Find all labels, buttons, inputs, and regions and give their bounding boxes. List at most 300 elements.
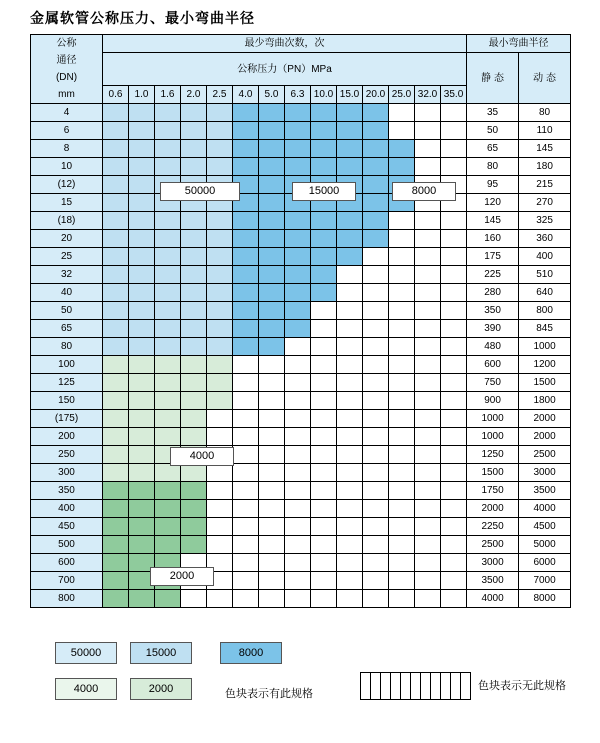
- spec-cell: [259, 590, 285, 608]
- spec-cell: [337, 230, 363, 248]
- spec-cell: [155, 428, 181, 446]
- spec-cell: [155, 464, 181, 482]
- spec-cell: [181, 518, 207, 536]
- table-row: [31, 122, 571, 140]
- spec-cell: [389, 266, 415, 284]
- overlay-value-label: 2000: [150, 567, 214, 586]
- dn-cell: 20: [31, 230, 103, 248]
- spec-cell: [389, 428, 415, 446]
- overlay-value-label: 8000: [392, 182, 456, 201]
- spec-cell: [337, 554, 363, 572]
- legend-swatch: 15000: [130, 642, 192, 664]
- dn-cell: 10: [31, 158, 103, 176]
- spec-cell: [363, 482, 389, 500]
- radius-dynamic-cell: 180: [519, 158, 571, 176]
- radius-static-cell: 50: [467, 122, 519, 140]
- spec-cell: [129, 158, 155, 176]
- table-row: [31, 248, 571, 266]
- table-body: [31, 104, 571, 608]
- spec-cell: [337, 482, 363, 500]
- spec-cell: [337, 590, 363, 608]
- spec-cell: [363, 590, 389, 608]
- spec-cell: [441, 320, 467, 338]
- spec-cell: [441, 284, 467, 302]
- spec-cell: [155, 230, 181, 248]
- spec-cell: [389, 104, 415, 122]
- spec-cell: [129, 302, 155, 320]
- spec-cell: [259, 320, 285, 338]
- spec-cell: [337, 266, 363, 284]
- spec-cell: [259, 140, 285, 158]
- table-row: [31, 158, 571, 176]
- spec-cell: [311, 500, 337, 518]
- spec-cell: [441, 572, 467, 590]
- spec-cell: [441, 338, 467, 356]
- spec-cell: [415, 518, 441, 536]
- pn-value-header: 6.3: [285, 86, 311, 104]
- radius-static-cell: 1500: [467, 464, 519, 482]
- spec-cell: [259, 482, 285, 500]
- spec-cell: [207, 266, 233, 284]
- spec-cell: [389, 212, 415, 230]
- spec-cell: [415, 158, 441, 176]
- spec-cell: [207, 428, 233, 446]
- spec-cell: [311, 248, 337, 266]
- spec-cell: [259, 122, 285, 140]
- radius-static-cell: 175: [467, 248, 519, 266]
- spec-cell: [285, 392, 311, 410]
- spec-cell: [389, 482, 415, 500]
- spec-cell: [389, 302, 415, 320]
- radius-static-cell: 1000: [467, 410, 519, 428]
- radius-dynamic-cell: 510: [519, 266, 571, 284]
- spec-cell: [285, 338, 311, 356]
- radius-static-cell: 3000: [467, 554, 519, 572]
- spec-cell: [415, 320, 441, 338]
- spec-cell: [155, 158, 181, 176]
- spec-cell: [337, 302, 363, 320]
- spec-cell: [311, 374, 337, 392]
- spec-cell: [389, 158, 415, 176]
- spec-cell: [415, 302, 441, 320]
- spec-cell: [337, 104, 363, 122]
- radius-dynamic-cell: 4500: [519, 518, 571, 536]
- spec-cell: [155, 338, 181, 356]
- legend-stripe-cell: [421, 673, 431, 700]
- pn-value-header: 2.5: [207, 86, 233, 104]
- spec-cell: [103, 446, 129, 464]
- spec-cell: [441, 374, 467, 392]
- spec-cell: [207, 158, 233, 176]
- spec-cell: [415, 428, 441, 446]
- spec-cell: [103, 410, 129, 428]
- header-row-2: [31, 53, 571, 86]
- radius-static-cell: 600: [467, 356, 519, 374]
- spec-cell: [311, 446, 337, 464]
- radius-dynamic-cell: 360: [519, 230, 571, 248]
- pn-value-header: 35.0: [441, 86, 467, 104]
- spec-cell: [363, 572, 389, 590]
- spec-cell: [155, 482, 181, 500]
- spec-cell: [103, 464, 129, 482]
- spec-cell: [441, 356, 467, 374]
- spec-cell: [389, 230, 415, 248]
- spec-cell: [363, 266, 389, 284]
- radius-static-cell: 1250: [467, 446, 519, 464]
- spec-cell: [285, 158, 311, 176]
- spec-cell: [285, 446, 311, 464]
- spec-cell: [129, 104, 155, 122]
- dn-cell: 400: [31, 500, 103, 518]
- radius-dynamic-cell: 5000: [519, 536, 571, 554]
- spec-cell: [129, 266, 155, 284]
- spec-cell: [311, 554, 337, 572]
- spec-cell: [337, 572, 363, 590]
- spec-cell: [259, 176, 285, 194]
- spec-cell: [181, 140, 207, 158]
- spec-cell: [259, 374, 285, 392]
- legend-stripe-cell: [371, 673, 381, 700]
- spec-cell: [441, 536, 467, 554]
- legend-stripe-cell: [391, 673, 401, 700]
- spec-cell: [363, 428, 389, 446]
- spec-cell: [415, 464, 441, 482]
- spec-cell: [103, 320, 129, 338]
- spec-cell: [415, 482, 441, 500]
- spec-cell: [285, 302, 311, 320]
- radius-dynamic-cell: 270: [519, 194, 571, 212]
- spec-cell: [155, 266, 181, 284]
- dn-cell: 300: [31, 464, 103, 482]
- spec-cell: [285, 536, 311, 554]
- spec-cell: [233, 212, 259, 230]
- spec-cell: [155, 320, 181, 338]
- spec-cell: [389, 536, 415, 554]
- spec-cell: [103, 374, 129, 392]
- spec-cell: [233, 248, 259, 266]
- spec-cell: [415, 230, 441, 248]
- spec-cell: [181, 122, 207, 140]
- spec-cell: [311, 140, 337, 158]
- spec-cell: [389, 410, 415, 428]
- dn-header-line-4: mm: [58, 89, 75, 100]
- dn-cell: 65: [31, 320, 103, 338]
- spec-cell: [129, 536, 155, 554]
- spec-cell: [337, 392, 363, 410]
- spec-cell: [233, 302, 259, 320]
- spec-cell: [207, 500, 233, 518]
- table-row: [31, 266, 571, 284]
- radius-static-cell: 35: [467, 104, 519, 122]
- radius-dynamic-cell: 7000: [519, 572, 571, 590]
- spec-cell: [389, 356, 415, 374]
- spec-cell: [441, 410, 467, 428]
- spec-cell: [233, 500, 259, 518]
- pn-value-header: 5.0: [259, 86, 285, 104]
- spec-cell: [259, 536, 285, 554]
- spec-cell: [103, 140, 129, 158]
- radius-header: 最小弯曲半径: [467, 35, 571, 53]
- spec-cell: [415, 104, 441, 122]
- page-title: 金属软管公称压力、最小弯曲半径: [30, 11, 255, 27]
- spec-cell: [233, 518, 259, 536]
- spec-cell: [155, 374, 181, 392]
- spec-cell: [285, 572, 311, 590]
- spec-cell: [441, 302, 467, 320]
- spec-cell: [363, 536, 389, 554]
- legend-swatch: 8000: [220, 642, 282, 664]
- spec-cell: [181, 302, 207, 320]
- spec-cell: [233, 140, 259, 158]
- spec-cell: [129, 356, 155, 374]
- spec-cell: [259, 212, 285, 230]
- pn-value-header: 2.0: [181, 86, 207, 104]
- spec-cell: [103, 266, 129, 284]
- spec-cell: [311, 590, 337, 608]
- dn-cell: 250: [31, 446, 103, 464]
- spec-cell: [311, 536, 337, 554]
- legend-stripe-cell: [411, 673, 421, 700]
- spec-cell: [233, 554, 259, 572]
- spec-cell: [103, 518, 129, 536]
- spec-cell: [311, 572, 337, 590]
- spec-cell: [311, 158, 337, 176]
- spec-cell: [155, 248, 181, 266]
- pn-value-header: 20.0: [363, 86, 389, 104]
- spec-cell: [233, 572, 259, 590]
- spec-cell: [103, 482, 129, 500]
- legend-swatch: 4000: [55, 678, 117, 700]
- spec-cell: [415, 356, 441, 374]
- spec-cell: [337, 158, 363, 176]
- dn-cell: 125: [31, 374, 103, 392]
- spec-cell: [311, 302, 337, 320]
- spec-cell: [181, 104, 207, 122]
- spec-cell: [129, 518, 155, 536]
- spec-cell: [181, 392, 207, 410]
- spec-cell: [415, 122, 441, 140]
- spec-cell: [155, 104, 181, 122]
- spec-cell: [337, 212, 363, 230]
- spec-cell: [259, 518, 285, 536]
- legend-stripe-cell: [431, 673, 441, 700]
- spec-cell: [363, 176, 389, 194]
- spec-cell: [259, 104, 285, 122]
- spec-cell: [311, 338, 337, 356]
- radius-dynamic-cell: 2000: [519, 428, 571, 446]
- spec-cell: [285, 248, 311, 266]
- spec-cell: [415, 266, 441, 284]
- dn-cell: 4: [31, 104, 103, 122]
- dn-cell: 500: [31, 536, 103, 554]
- spec-cell: [285, 374, 311, 392]
- radius-static-cell: 3500: [467, 572, 519, 590]
- spec-cell: [103, 104, 129, 122]
- spec-cell: [103, 176, 129, 194]
- spec-cell: [129, 194, 155, 212]
- radius-static-cell: 2000: [467, 500, 519, 518]
- radius-dynamic-cell: 1000: [519, 338, 571, 356]
- legend-stripe-cell: [401, 673, 411, 700]
- radius-static-cell: 2250: [467, 518, 519, 536]
- spec-cell: [181, 500, 207, 518]
- spec-cell: [441, 500, 467, 518]
- table-row: [31, 446, 571, 464]
- spec-cell: [285, 356, 311, 374]
- spec-cell: [363, 284, 389, 302]
- pn-value-header: 0.6: [103, 86, 129, 104]
- spec-cell: [207, 482, 233, 500]
- spec-cell: [337, 320, 363, 338]
- spec-cell: [181, 356, 207, 374]
- radius-dynamic-cell: 80: [519, 104, 571, 122]
- spec-cell: [363, 140, 389, 158]
- spec-cell: [259, 446, 285, 464]
- spec-cell: [441, 104, 467, 122]
- legend-stripe-cell: [441, 673, 451, 700]
- spec-cell: [441, 392, 467, 410]
- spec-cell: [285, 590, 311, 608]
- spec-cell: [129, 284, 155, 302]
- spec-cell: [103, 158, 129, 176]
- spec-cell: [181, 464, 207, 482]
- spec-cell: [233, 266, 259, 284]
- spec-cell: [389, 518, 415, 536]
- spec-cell: [181, 266, 207, 284]
- spec-cell: [441, 590, 467, 608]
- spec-cell: [363, 248, 389, 266]
- spec-cell: [415, 554, 441, 572]
- spec-cell: [415, 338, 441, 356]
- table-row: [31, 500, 571, 518]
- radius-dynamic-cell: 8000: [519, 590, 571, 608]
- spec-cell: [311, 212, 337, 230]
- spec-cell: [181, 284, 207, 302]
- spec-cell: [285, 428, 311, 446]
- dn-header-cell: [31, 35, 103, 104]
- spec-cell: [363, 104, 389, 122]
- table-row: [31, 212, 571, 230]
- table-row: [31, 572, 571, 590]
- table-row: [31, 338, 571, 356]
- dn-cell: 25: [31, 248, 103, 266]
- spec-cell: [415, 410, 441, 428]
- spec-cell: [207, 212, 233, 230]
- spec-cell: [363, 554, 389, 572]
- radius-static-cell: 120: [467, 194, 519, 212]
- spec-cell: [103, 194, 129, 212]
- spec-cell: [155, 500, 181, 518]
- radius-static-cell: 2500: [467, 536, 519, 554]
- spec-cell: [441, 248, 467, 266]
- table-row: [31, 140, 571, 158]
- spec-cell: [363, 410, 389, 428]
- spec-cell: [441, 464, 467, 482]
- spec-cell: [129, 410, 155, 428]
- spec-cell: [441, 428, 467, 446]
- spec-cell: [233, 338, 259, 356]
- spec-cell: [415, 500, 441, 518]
- spec-cell: [181, 248, 207, 266]
- radius-dynamic-cell: 3000: [519, 464, 571, 482]
- spec-cell: [129, 500, 155, 518]
- spec-cell: [129, 320, 155, 338]
- dn-cell: 350: [31, 482, 103, 500]
- dn-cell: 40: [31, 284, 103, 302]
- radius-static-cell: 160: [467, 230, 519, 248]
- spec-cell: [285, 140, 311, 158]
- dn-cell: (18): [31, 212, 103, 230]
- overlay-value-label: 4000: [170, 447, 234, 466]
- table-row: [31, 230, 571, 248]
- spec-cell: [337, 140, 363, 158]
- spec-cell: [207, 356, 233, 374]
- spec-cell: [155, 356, 181, 374]
- spec-cell: [259, 248, 285, 266]
- spec-cell: [103, 500, 129, 518]
- table-row: [31, 482, 571, 500]
- spec-cell: [207, 374, 233, 392]
- spec-cell: [103, 338, 129, 356]
- dn-cell: (12): [31, 176, 103, 194]
- spec-cell: [259, 194, 285, 212]
- spec-cell: [129, 248, 155, 266]
- spec-cell: [103, 554, 129, 572]
- spec-cell: [103, 536, 129, 554]
- spec-cell: [337, 464, 363, 482]
- spec-cell: [103, 590, 129, 608]
- pn-value-header: 1.0: [129, 86, 155, 104]
- dn-cell: 6: [31, 122, 103, 140]
- pn-value-header: 15.0: [337, 86, 363, 104]
- radius-static-cell: 145: [467, 212, 519, 230]
- radius-static-cell: 350: [467, 302, 519, 320]
- spec-cell: [259, 338, 285, 356]
- spec-cell: [363, 212, 389, 230]
- spec-cell: [259, 302, 285, 320]
- spec-cell: [363, 500, 389, 518]
- radius-static-cell: 900: [467, 392, 519, 410]
- bend-times-header: 最少弯曲次数，次: [103, 35, 467, 53]
- table-row: [31, 518, 571, 536]
- radius-static-cell: 1000: [467, 428, 519, 446]
- spec-cell: [441, 518, 467, 536]
- spec-cell: [155, 212, 181, 230]
- dn-cell: 15: [31, 194, 103, 212]
- table-row: [31, 356, 571, 374]
- spec-cell: [285, 284, 311, 302]
- radius-dynamic-cell: 6000: [519, 554, 571, 572]
- spec-cell: [129, 392, 155, 410]
- spec-cell: [233, 158, 259, 176]
- dn-cell: 8: [31, 140, 103, 158]
- spec-cell: [103, 122, 129, 140]
- legend-note-no-spec: 色块表示无此规格: [478, 680, 566, 692]
- spec-cell: [103, 428, 129, 446]
- dn-cell: 80: [31, 338, 103, 356]
- spec-cell: [259, 572, 285, 590]
- spec-cell: [285, 320, 311, 338]
- spec-cell: [207, 104, 233, 122]
- dn-cell: 150: [31, 392, 103, 410]
- spec-cell: [155, 140, 181, 158]
- spec-cell: [181, 428, 207, 446]
- spec-cell: [259, 500, 285, 518]
- spec-cell: [311, 428, 337, 446]
- spec-cell: [233, 590, 259, 608]
- spec-cell: [415, 590, 441, 608]
- table-row: [31, 590, 571, 608]
